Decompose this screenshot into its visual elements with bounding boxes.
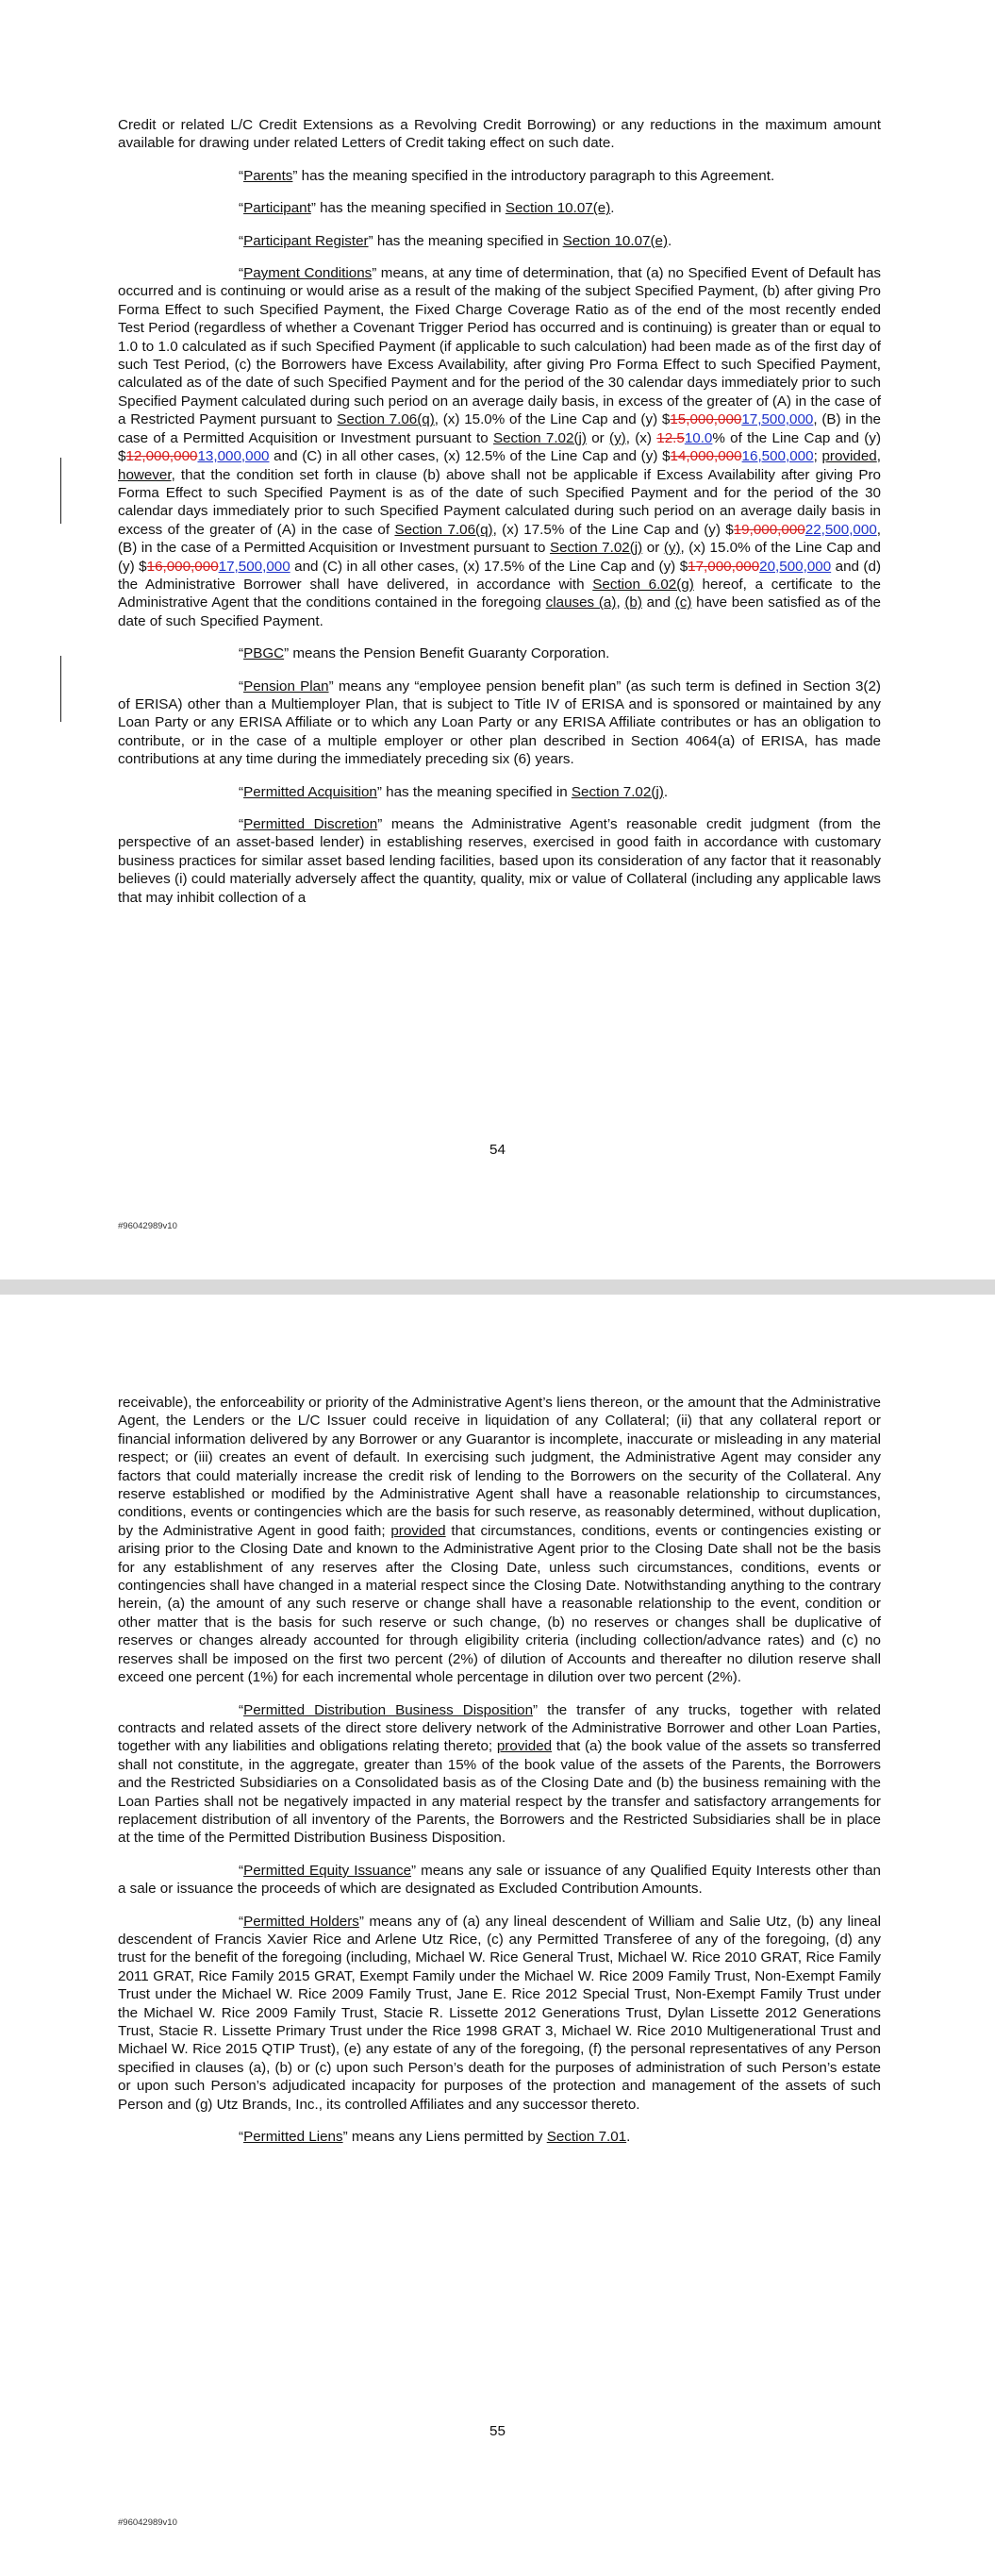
deleted-text: 12,000,000 bbox=[125, 448, 198, 465]
definition-permitted-equity-issuance: “Permitted Equity Issuance” means any sale or issuance of any Qualified Equity Interests other than a sale or issuance the proceeds of which are designated as Excluded Contribution Amounts. bbox=[118, 1862, 882, 1898]
section-reference: Section 7.02(j) bbox=[571, 783, 664, 800]
defined-term: PBGC bbox=[243, 645, 285, 662]
page-number: 55 bbox=[489, 2423, 506, 2439]
deleted-text: 17,000,000 bbox=[688, 558, 760, 575]
defined-term: Participant bbox=[243, 200, 311, 217]
inserted-text: 10.0 bbox=[684, 429, 713, 446]
page-55 bbox=[0, 1295, 995, 2576]
deleted-text: 16,000,000 bbox=[146, 558, 219, 575]
definition-payment-conditions: “Payment Conditions” means, at any time of determination, that (a) no Specified Event of Default has occurred and is continuing or would arise as a result of the making of the subject Specified Payment, (b) after giving Pro Forma Effect to such Specified Payment, the Fixed Charge Coverage Ratio as of the end of the most recently ended Test Period (regardless of whether a Covenant Trigger Period has occurred and is continuing) is greater than or equal to 1.0 to 1.0 calculated as if such Specified Payment (if applicable to such calculation) had been made as of the first day of such Test Period, (c) the Borrowers have Excess Availability, after giving Pro Forma Effect to such Specified Payment, calculated as of the date of such Specified Payment and for the period of the 30 calendar days immediately prior to such Specified Payment calculated during such period on an average daily basis, in excess of the greater of (A) in the case of a Restricted Payment pursuant to Section 7.06(q), (x) 15.0% of the Line Cap and (y) $15,000,00017,500,000, (B) in the case of a Permitted Acquisition or Investment pursuant to Section 7.02(j) or (y), (x) 12.510.0% of the Line Cap and (y) $12,000,00013,000,000 and (C) in all other cases, (x) 12.5% of the Line Cap and (y) $14,000,00016,500,000; provided, however, that the condition set forth in clause (b) above shall not be applicable if Excess Availability after giving Pro Forma Effect to such Specified Payment is as of the date of such Specified Payment and for the period of the 30 calendar days immediately prior to such Specified Payment calculated during such period on an average daily basis in excess of the greater of (A) in the case of Section 7.06(q), (x) 17.5% of the Line Cap and (y) $19,000,00022,500,000, (B) in the case of a Permitted Acquisition or Investment pursuant to Section 7.02(j) or (y), (x) 15.0% of the Line Cap and (y) $16,000,00017,500,000 and (C) in all other cases, (x) 17.5% of the Line Cap and (y) $17,000,00020,500,000 and (d) the Administrative Borrower shall have delivered, in accordance with Section 6.02(g) hereof, a certificate to the Administrative Agent that the conditions contained in the foregoing clauses (a), (b) and (c) have been satisfied as of the date of such Specified Payment. bbox=[118, 265, 882, 629]
definition-permitted-acquisition: “Permitted Acquisition” has the meaning specified in Section 7.02(j). bbox=[239, 783, 669, 800]
inserted-text: 16,500,000 bbox=[741, 448, 814, 465]
definition-pbgc: “PBGC” means the Pension Benefit Guaranty Corporation. bbox=[239, 645, 610, 662]
deleted-text: 12.5 bbox=[656, 429, 685, 446]
revision-change-bar bbox=[60, 656, 61, 722]
inserted-text: 22,500,000 bbox=[804, 521, 877, 538]
section-reference: Section 7.01 bbox=[546, 2129, 627, 2146]
inserted-text: 17,500,000 bbox=[741, 411, 814, 428]
page-54 bbox=[0, 0, 995, 1280]
inserted-text: 17,500,000 bbox=[218, 558, 290, 575]
defined-term: Participant Register bbox=[243, 232, 369, 249]
definition-permitted-discretion: “Permitted Discretion” means the Administrative Agent’s reasonable credit judgment (from the perspective of an asset-based lender) in establishing reserves, exercised in good faith in accordance with customary business practices for similar asset based lending facilities, based upon its consideration of any factor that it reasonably believes (i) could materially adversely affect the quantity, quality, mix or value of Collateral (including any applicable laws that may inhibit collection of a bbox=[118, 816, 881, 906]
inserted-text: 20,500,000 bbox=[759, 558, 832, 575]
page-body bbox=[118, 116, 881, 921]
defined-term: Permitted Acquisition bbox=[243, 783, 377, 800]
defined-term: Permitted Holders bbox=[243, 1913, 359, 1930]
deleted-text: 14,000,000 bbox=[670, 448, 742, 465]
definition-permitted-holders: “Permitted Holders” means any of (a) any lineal descendent of William and Salie Utz, (b) any lineal descendent of Francis Xavier Rice and Arlene Utz Rice, (c) any Permitted Transferee of any of the foregoing, (d) any trust for the benefit of the foregoing (including, Michael W. Rice General Trust, Michael W. Rice 2010 GRAT, Rice Family 2011 GRAT, Rice Family 2015 GRAT, Exempt Family under the Michael W. Rice 2009 Family Trust, Non-Exempt Family Trust under the Michael W. Rice 2009 Family Trust, Jane E. Rice 2012 Special Trust, Non-Exempt Family Trust under the Michael W. Rice 2009 Family Trust, Stacie R. Lissette 2012 Generations Trust, Dylan Lissette 2012 Generations Trust, Stacie R. Lissette Primary Trust under the Rice 1998 GRAT 3, Michael W. Rice 2010 Multigenerational Trust and Michael W. Rice 2015 QTIP Trust), (e) any estate of any of the foregoing, (f) the personal representatives of any Person specified in clauses (a), (b) or (c) upon such Person’s death for the purposes of administration of such Person’s estate or upon such Person’s adjudicated incapacity for purposes of the protection and management of the assets of such Person and (g) Utz Brands, Inc., its controlled Affiliates and any successor thereto. bbox=[118, 1913, 881, 2113]
defined-term: Permitted Distribution Business Disposition bbox=[243, 1701, 534, 1718]
definition-parents: “Parents” has the meaning specified in the introductory paragraph to this Agreement. bbox=[239, 167, 775, 184]
paragraph-continued: Credit or related L/C Credit Extensions as a Revolving Credit Borrowing) or any reductions in the maximum amount available for drawing under related Letters of Credit taking effect on such date. bbox=[118, 117, 881, 152]
section-reference: Section 10.07(e) bbox=[562, 232, 669, 249]
defined-term: Pension Plan bbox=[243, 677, 329, 694]
definition-participant-register: “Participant Register” has the meaning specified in Section 10.07(e). bbox=[239, 232, 672, 249]
paragraph-continued: receivable), the enforceability or priority of the Administrative Agent’s liens thereon, or the amount that the Administrative Agent, the Lenders or the L/C Issuer could receive in liquidation of any Collateral; (ii) that any collateral report or financial information delivered by any Borrower or any Guarantor is incomplete, inaccurate or misleading in any material respect; or (iii) creates an event of default. In exercising such judgment, the Administrative Agent may consider any factors that could materially increase the credit risk of lending to the Borrowers on the security of the Collateral. Any reserve established or modified by the Administrative Agent shall have a reasonable relationship to circumstances, conditions, events or contingencies which are the basis for such reserve, as reasonably determined, without duplication, by the Administrative Agent in good faith; provided that circumstances, conditions, events or contingencies existing or arising prior to the Closing Date and known to the Administrative Agent prior to the Closing Date shall not be the basis for any establishment of any reserves after the Closing Date, unless such circumstances, conditions, events or contingencies shall have changed in a material respect since the Closing Date. Notwithstanding anything to the contrary herein, (a) the amount of any such reserve or change shall have a reasonable relationship to the event, condition or other matter that is the basis for such reserve or such change, (b) no reserves or changes shall be duplicative of reserves or changes already accounted for through eligibility criteria (including collection/advance rates) and (c) no reserves shall be imposed on the first two percent (2%) of dilution of Accounts and thereafter no dilution reserve shall exceed one percent (1%) for each incremental whole percentage in dilution over two percent (2%). bbox=[118, 1395, 881, 1686]
defined-term: Permitted Equity Issuance bbox=[243, 1862, 412, 1879]
definition-permitted-liens: “Permitted Liens” means any Liens permitted by Section 7.01. bbox=[239, 2129, 631, 2146]
definition-pension-plan: “Pension Plan” means any “employee pension benefit plan” (as such term is defined in Section 3(2) of ERISA) other than a Multiemployer Plan, that is subject to Title IV of ERISA and is sponsored or maintained by any Loan Party or any ERISA Affiliate or to which any Loan Party or any ERISA Affiliate contributes or has an obligation to contribute, or in the case of a multiple employer or other plan described in Section 4064(a) of ERISA, has made contributions at any time during the immediately preceding six (6) years. bbox=[118, 677, 881, 768]
definition-permitted-distribution-business-disposition: “Permitted Distribution Business Disposition” the transfer of any trucks, together with related contracts and related assets of the direct store delivery network of the Administrative Borrower and other Loan Parties, together with any liabilities and obligations relating thereto; provided that (a) the book value of the assets so transferred shall not constitute, in the aggregate, greater than 15% of the book value of the assets of the Parents, the Borrowers and the Restricted Subsidiaries on a Consolidated basis as of the Closing Date and (b) the business remaining with the Loan Parties shall not be negatively impacted in any material respect by the transfer and satisfactory arrangements for replacement distribution of all inventory of the Parents, the Borrowers and the Restricted Subsidiaries shall be in place at the time of the Permitted Distribution Business Disposition. bbox=[118, 1701, 881, 1847]
defined-term: Permitted Liens bbox=[243, 2129, 343, 2146]
definition-participant: “Participant” has the meaning specified in Section 10.07(e). bbox=[239, 200, 615, 217]
deleted-text: 15,000,000 bbox=[670, 411, 742, 428]
defined-term: Parents bbox=[243, 167, 293, 184]
inserted-text: 13,000,000 bbox=[197, 448, 270, 465]
document-id: #96042989v10 bbox=[118, 2517, 177, 2528]
deleted-text: 19,000,000 bbox=[733, 521, 805, 538]
section-reference: Section 10.07(e) bbox=[505, 200, 611, 217]
defined-term: Payment Conditions bbox=[243, 265, 373, 282]
page-body bbox=[118, 1394, 881, 2160]
defined-term: Permitted Discretion bbox=[243, 816, 378, 832]
page-number: 54 bbox=[489, 1142, 506, 1158]
revision-change-bar bbox=[60, 458, 61, 524]
document-id: #96042989v10 bbox=[118, 1221, 177, 1231]
